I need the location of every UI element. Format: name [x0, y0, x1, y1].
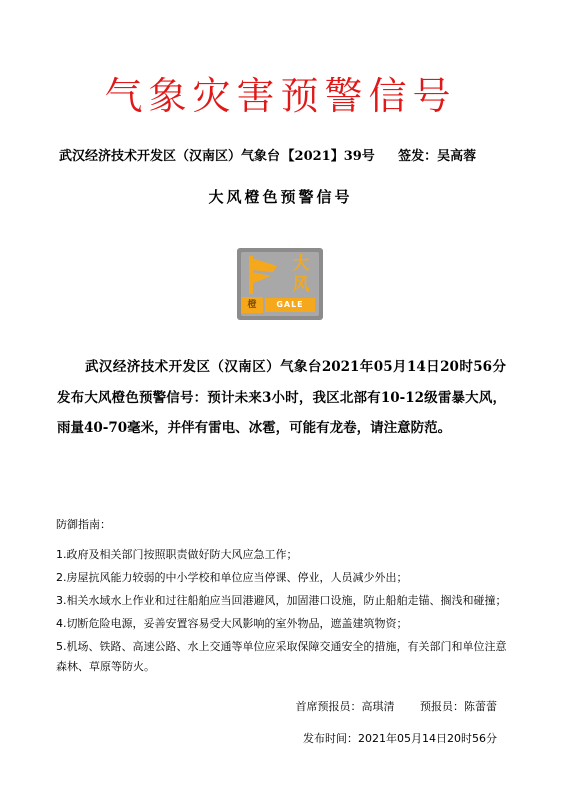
warning-body-text: 武汉经济技术开发区（汉南区）气象台2021年05月14日20时56分发布大风橙色预警信号：预计未来3小时，我区北部有10-12级雷暴大风，雨量40-70毫米，并伴有雷电、冰雹，可能有龙卷，请注意防范。 — [57, 359, 506, 436]
icon-text-top: 大 — [292, 254, 310, 274]
guide-item: 3.相关水域水上作业和过往船舶应当回港避风，加固港口设施，防止船舶走锚、搁浅和碰撞； — [56, 594, 507, 607]
issuer-line — [59, 145, 476, 164]
defense-guide — [56, 515, 516, 680]
icon-english-label: GALE — [265, 298, 315, 312]
chief-forecaster: 首席预报员：高琪清 — [295, 700, 395, 713]
forecaster: 预报员：陈蕾蕾 — [420, 700, 497, 713]
issuer-org: 武汉经济技术开发区（汉南区）气象台 — [59, 149, 281, 164]
forecasters-line — [296, 698, 498, 714]
signer: 签发：吴高蓉 — [398, 149, 477, 164]
signal-name: 大风橙色预警信号 — [208, 188, 353, 206]
guide-item: 5.机场、铁路、高速公路、水上交通等单位应采取保障交通安全的措施，有关部门和单位注意森林、草原等防火。 — [56, 640, 507, 673]
document-title: 气象灾害预警信号 — [104, 74, 457, 118]
guide-item: 2.房屋抗风能力较弱的中小学校和单位应当停课、停业，人员减少外出； — [56, 571, 408, 584]
icon-text-bottom: 风 — [292, 275, 310, 295]
gale-orange-warning-icon — [237, 248, 323, 320]
icon-level-label: 橙 — [241, 297, 263, 313]
guide-item: 1.政府及相关部门按照职责做好防大风应急工作； — [56, 548, 298, 561]
publish-time: 发布时间：2021年05月14日20时56分 — [303, 732, 497, 745]
guide-heading: 防御指南： — [56, 518, 111, 531]
guide-item: 4.切断危险电源，妥善安置容易受大风影响的室外物品，遮盖建筑物资； — [56, 617, 408, 630]
document-number: 【2021】39号 — [281, 149, 375, 164]
